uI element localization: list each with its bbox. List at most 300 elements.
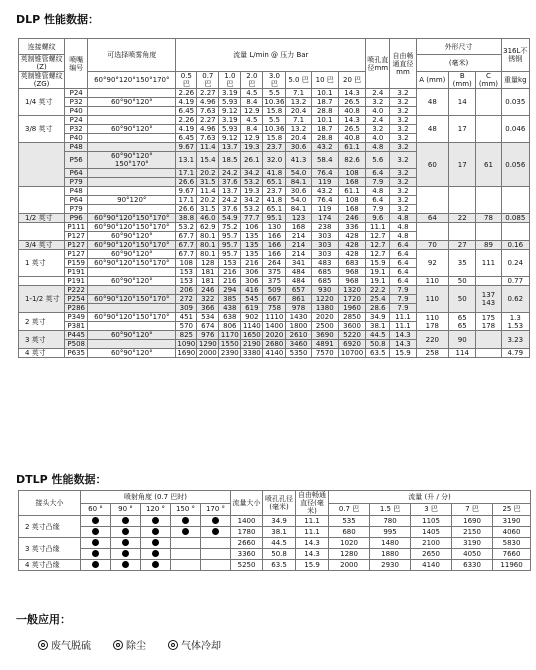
flow-cell: 166 (263, 232, 286, 241)
flow-cell: 30.6 (286, 143, 311, 152)
flow-cell: 82.6 (338, 152, 365, 169)
angle-cell (88, 340, 176, 349)
dim-b-cell: 90 (449, 331, 476, 349)
flow-cell: 24.2 (219, 169, 241, 178)
angle-cell: 60°90°120°150°170° (88, 241, 176, 250)
orifice-cell: 7.9 (366, 205, 390, 214)
angle-cell: 60°90°120° (88, 250, 176, 259)
flow-cell: 264 (263, 259, 286, 268)
header-dims-unit: (毫米) (416, 55, 501, 72)
dtlp-orifice: 50.8 (263, 549, 296, 560)
flow-cell: 3.19 (219, 89, 241, 98)
flow-cell: 67.7 (176, 250, 197, 259)
angle-availability-cell (141, 560, 171, 571)
weight-cell: 0.035 (501, 89, 529, 116)
free-passage-cell: 14.3 (390, 340, 416, 349)
flow-cell: 2.26 (176, 116, 197, 125)
flow-cell: 108 (176, 259, 197, 268)
angle-cell (88, 143, 176, 152)
nozzle-code: P222 (65, 286, 88, 295)
angle-cell: 60°90°120° 150°170° (88, 152, 176, 169)
dtlp-flow-cell: 5830 (493, 538, 531, 549)
flow-cell: 13.7 (219, 143, 241, 152)
flow-cell: 545 (241, 295, 263, 304)
dtlp-flow-cell: 535 (329, 516, 370, 527)
dtlp-header-angle: 喷射角度 (0.7 巴时) (81, 491, 231, 504)
dim-c-cell: 89 (476, 241, 501, 250)
availability-dot-icon (122, 539, 129, 546)
dim-b-cell: 17 (449, 143, 476, 187)
flow-cell: 1720 (338, 295, 365, 304)
flow-cell: 5220 (338, 331, 365, 340)
dim-c-cell (476, 277, 501, 286)
header-dims: 外形尺寸 (416, 39, 501, 55)
flow-cell: 135 (241, 250, 263, 259)
availability-dot-icon (92, 550, 99, 557)
flow-cell: 4.96 (197, 125, 219, 134)
header-dim-col: B (mm) (449, 72, 476, 89)
dtlp-flow-size: 1400 (231, 516, 263, 527)
header-angle-values: 60°90°120°150°170° (88, 72, 176, 89)
flow-cell: 216 (241, 259, 263, 268)
flow-cell: 246 (338, 214, 365, 223)
table-row (19, 214, 530, 223)
flow-cell: 77.7 (241, 214, 263, 223)
angle-availability-cell (141, 549, 171, 560)
flow-cell: 153 (176, 268, 197, 277)
flow-cell: 451 (176, 313, 197, 322)
table-row (19, 187, 530, 196)
angle-availability-cell (141, 538, 171, 549)
nozzle-code: P159 (65, 259, 88, 268)
header-pressure: 1.0 巴 (219, 72, 241, 89)
orifice-cell: 4.0 (366, 134, 390, 143)
header-connection-thread: 连接螺纹 (19, 39, 65, 55)
dtlp-flow-cell: 780 (370, 516, 411, 527)
flow-cell: 6.45 (176, 107, 197, 116)
dtlp-free-passage: 11.1 (296, 527, 329, 538)
flow-cell: 2020 (311, 313, 338, 322)
dtlp-flow-cell: 680 (329, 527, 370, 538)
header-angle: 可选择喷雾角度 (88, 39, 176, 72)
flow-cell: 375 (263, 268, 286, 277)
table-row (19, 331, 530, 340)
flow-cell: 5.93 (219, 98, 241, 107)
free-passage-cell: 4.8 (390, 232, 416, 241)
flow-cell: 509 (263, 286, 286, 295)
flow-cell: 28.8 (311, 134, 338, 143)
dtlp-orifice: 34.9 (263, 516, 296, 527)
flow-cell: 7.1 (286, 116, 311, 125)
nozzle-code: P508 (65, 340, 88, 349)
dtlp-flow-cell: 4140 (411, 560, 452, 571)
flow-cell: 168 (338, 178, 365, 187)
flow-cell: 26.6 (176, 205, 197, 214)
flow-cell: 534 (197, 313, 219, 322)
table-row (19, 349, 530, 358)
nozzle-code: P286 (65, 304, 88, 313)
flow-cell: 28.8 (311, 107, 338, 116)
free-passage-cell: 3.2 (390, 143, 416, 152)
table-row (19, 89, 530, 98)
flow-cell: 76.4 (311, 169, 338, 178)
flow-cell: 1140 (241, 322, 263, 331)
flow-cell: 54.0 (286, 196, 311, 205)
flow-cell: 12.9 (241, 134, 263, 143)
flow-cell: 968 (338, 268, 365, 277)
dtlp-header-angle-value: 90 ° (111, 503, 141, 516)
dtlp-flow-cell: 7660 (493, 549, 531, 560)
flow-cell: 4140 (263, 349, 286, 358)
angle-cell: 60°90°120°150°170° (88, 259, 176, 268)
header-pressure: 20 巴 (338, 72, 365, 89)
flow-cell: 484 (286, 268, 311, 277)
free-passage-cell: 6.4 (390, 250, 416, 259)
flow-cell: 32.0 (263, 152, 286, 169)
dtlp-header-pressure: 7 巴 (452, 503, 493, 516)
flow-cell: 26.5 (338, 125, 365, 134)
header-weight: 重量kg (501, 72, 529, 89)
size-cell: 1/2 英寸 (19, 214, 65, 223)
header-nozzle-code: 喷嘴编号 (65, 39, 88, 89)
flow-cell: 2020 (263, 331, 286, 340)
usage-item (168, 637, 221, 652)
nozzle-code: P127 (65, 250, 88, 259)
angle-cell (88, 89, 176, 98)
flow-cell: 95.7 (219, 250, 241, 259)
dtlp-flow-cell: 1405 (411, 527, 452, 538)
angle-availability-cell (111, 538, 141, 549)
usage-item (38, 637, 91, 652)
dtlp-flow-size: 5250 (231, 560, 263, 571)
flow-cell: 4.5 (241, 89, 263, 98)
angle-cell (88, 169, 176, 178)
angle-cell: 60°90°120° (88, 232, 176, 241)
flow-cell: 2680 (263, 340, 286, 349)
orifice-cell: 3.2 (366, 125, 390, 134)
flow-cell: 238 (311, 223, 338, 232)
flow-cell: 11.4 (197, 143, 219, 152)
flow-cell: 40.8 (338, 134, 365, 143)
table-row (19, 250, 530, 259)
dtlp-flow-cell: 1105 (411, 516, 452, 527)
orifice-cell: 6.4 (366, 169, 390, 178)
bullseye-icon (113, 640, 123, 650)
dtlp-flow-cell: 1020 (329, 538, 370, 549)
flow-cell: 685 (311, 277, 338, 286)
angle-availability-cell (111, 549, 141, 560)
nozzle-code: P635 (65, 349, 88, 358)
dim-b-cell (449, 223, 476, 241)
orifice-cell: 12.7 (366, 241, 390, 250)
table-row (19, 560, 531, 571)
free-passage-cell: 3.2 (390, 107, 416, 116)
dtlp-header-pressure: 25 巴 (493, 503, 531, 516)
free-passage-cell: 4.8 (390, 214, 416, 223)
flow-cell: 4.19 (176, 125, 197, 134)
weight-cell (501, 223, 529, 241)
size-cell: 3/8 英寸 (19, 116, 65, 143)
flow-cell: 3.19 (219, 116, 241, 125)
flow-cell: 216 (219, 277, 241, 286)
flow-cell: 13.1 (176, 152, 197, 169)
table-row (19, 223, 530, 232)
table-row (19, 538, 531, 549)
dtlp-header-flow: 流量 (升 / 分) (329, 491, 531, 504)
flow-cell: 619 (241, 304, 263, 313)
flow-cell: 37.6 (219, 205, 241, 214)
dtlp-free-passage: 15.9 (296, 560, 329, 571)
flow-cell: 2190 (241, 340, 263, 349)
size-cell (19, 223, 65, 241)
flow-cell: 12.9 (241, 107, 263, 116)
free-passage-cell: 3.2 (390, 125, 416, 134)
flow-cell: 930 (311, 286, 338, 295)
orifice-cell: 2.4 (366, 89, 390, 98)
dtlp-size-cell: 3 英寸凸缘 (19, 538, 81, 560)
dtlp-flow-cell: 1280 (329, 549, 370, 560)
angle-availability-cell (111, 527, 141, 538)
flow-cell: 3380 (241, 349, 263, 358)
dtlp-free-passage: 14.3 (296, 538, 329, 549)
flow-cell: 166 (263, 241, 286, 250)
free-passage-cell: 3.2 (390, 152, 416, 169)
dlp-table (18, 38, 530, 358)
header-thread-z: 英制锥管螺纹(Z) (19, 55, 65, 72)
angle-cell (88, 205, 176, 214)
nozzle-code: P48 (65, 187, 88, 196)
flow-cell: 5.93 (219, 125, 241, 134)
dim-a-cell: 60 (416, 143, 449, 187)
flow-cell: 385 (219, 295, 241, 304)
flow-cell: 657 (286, 286, 311, 295)
angle-cell: 60°90°120° (88, 98, 176, 107)
flow-cell: 1960 (338, 304, 365, 313)
orifice-cell: 11.1 (366, 223, 390, 232)
flow-cell: 806 (219, 322, 241, 331)
flow-cell: 1320 (338, 286, 365, 295)
angle-cell (88, 107, 176, 116)
availability-dot-icon (122, 528, 129, 535)
weight-cell: 1.3 1.53 (501, 313, 529, 331)
flow-cell: 26.6 (176, 178, 197, 187)
angle-availability-cell (171, 538, 201, 549)
angle-cell: 60°90°120° (88, 277, 176, 286)
table-row (19, 549, 531, 560)
orifice-cell: 25.4 (366, 295, 390, 304)
angle-availability-cell (171, 549, 201, 560)
flow-cell: 181 (197, 277, 219, 286)
header-material: 316L不锈钢 (501, 39, 529, 72)
flow-cell: 14.3 (338, 89, 365, 98)
flow-cell: 31.5 (197, 205, 219, 214)
orifice-cell: 50.8 (366, 340, 390, 349)
flow-cell: 153 (176, 277, 197, 286)
flow-cell: 31.5 (197, 178, 219, 187)
flow-cell: 40.8 (338, 107, 365, 116)
flow-cell: 20.2 (197, 169, 219, 178)
nozzle-code: P64 (65, 169, 88, 178)
flow-cell: 84.1 (286, 178, 311, 187)
flow-cell: 15.8 (263, 134, 286, 143)
flow-cell: 166 (263, 250, 286, 259)
flow-cell: 5.5 (263, 116, 286, 125)
size-cell (19, 187, 65, 214)
flow-cell: 119 (311, 205, 338, 214)
free-passage-cell: 3.2 (390, 134, 416, 143)
flow-cell: 2.26 (176, 89, 197, 98)
flow-cell: 3690 (311, 331, 338, 340)
flow-cell: 2000 (197, 349, 219, 358)
flow-cell: 65.1 (263, 205, 286, 214)
flow-cell: 7570 (311, 349, 338, 358)
flow-cell: 26.5 (338, 98, 365, 107)
size-cell: 4 英寸 (19, 349, 65, 358)
orifice-cell: 28.6 (366, 304, 390, 313)
flow-cell: 65.1 (263, 178, 286, 187)
usage-title: 一般应用： (16, 613, 71, 626)
flow-cell: 30.6 (286, 187, 311, 196)
dim-b-cell: 22 (449, 214, 476, 223)
flow-cell: 1800 (286, 322, 311, 331)
flow-cell: 1170 (219, 331, 241, 340)
flow-cell: 428 (338, 241, 365, 250)
flow-cell: 214 (286, 250, 311, 259)
header-orifice: 喷孔直径mm (366, 39, 390, 89)
flow-cell: 6.45 (176, 134, 197, 143)
angle-availability-cell (111, 516, 141, 527)
flow-cell: 20.4 (286, 107, 311, 116)
flow-cell: 54.9 (219, 214, 241, 223)
free-passage-cell: 3.2 (390, 187, 416, 196)
free-passage-cell: 6.4 (390, 268, 416, 277)
size-cell: 1/4 英寸 (19, 89, 65, 116)
flow-cell: 135 (241, 232, 263, 241)
size-cell: 3/4 英寸 (19, 241, 65, 250)
flow-cell: 1650 (241, 331, 263, 340)
dim-b-cell: 14 (449, 89, 476, 116)
orifice-cell: 9.6 (366, 214, 390, 223)
flow-cell: 3460 (286, 340, 311, 349)
flow-cell: 484 (286, 277, 311, 286)
availability-dot-icon (122, 517, 129, 524)
flow-cell: 128 (197, 259, 219, 268)
flow-cell: 4891 (311, 340, 338, 349)
flow-cell: 75.2 (219, 223, 241, 232)
nozzle-code: P349 (65, 313, 88, 322)
angle-availability-cell (171, 560, 201, 571)
weight-cell: 0.16 (501, 241, 529, 250)
dim-c-cell (476, 89, 501, 116)
nozzle-code: P48 (65, 143, 88, 152)
dtlp-size-cell: 4 英寸凸缘 (19, 560, 81, 571)
orifice-cell: 4.8 (366, 187, 390, 196)
flow-cell: 80.1 (197, 232, 219, 241)
availability-dot-icon (122, 550, 129, 557)
angle-cell: 90°120° (88, 196, 176, 205)
nozzle-code: P445 (65, 331, 88, 340)
flow-cell: 17.1 (176, 169, 197, 178)
flow-cell: 7.63 (197, 107, 219, 116)
flow-cell: 5.5 (263, 89, 286, 98)
nozzle-code: P127 (65, 232, 88, 241)
flow-cell: 76.4 (311, 196, 338, 205)
size-cell: 1 英寸 (19, 250, 65, 277)
flow-cell: 303 (311, 232, 338, 241)
dim-a-cell: 220 (416, 331, 449, 349)
weight-cell (501, 187, 529, 214)
flow-cell: 8.4 (241, 98, 263, 107)
angle-availability-cell (171, 527, 201, 538)
flow-cell: 10.1 (311, 89, 338, 98)
availability-dot-icon (152, 539, 159, 546)
dtlp-flow-cell: 4050 (452, 549, 493, 560)
weight-cell: 0.77 (501, 277, 529, 286)
flow-cell: 168 (338, 205, 365, 214)
angle-availability-cell (201, 516, 231, 527)
free-passage-cell: 3.2 (390, 98, 416, 107)
flow-cell: 41.3 (286, 152, 311, 169)
flow-cell: 67.7 (176, 241, 197, 250)
flow-cell: 10.36 (264, 125, 285, 133)
flow-cell: 18.5 (219, 152, 241, 169)
dtlp-flow-cell: 6330 (452, 560, 493, 571)
availability-dot-icon (212, 517, 219, 524)
flow-cell: 758 (263, 304, 286, 313)
dtlp-size-cell: 2 英寸凸缘 (19, 516, 81, 538)
flow-cell: 1380 (311, 304, 338, 313)
flow-cell: 341 (286, 259, 311, 268)
table-row (19, 143, 530, 152)
flow-cell: 1110 (263, 313, 286, 322)
flow-cell: 53.2 (176, 223, 197, 232)
header-pressure: 3.0 巴 (263, 72, 286, 89)
dim-b-cell: 27 (449, 241, 476, 250)
flow-cell: 1090 (177, 340, 196, 348)
free-passage-cell: 15.9 (390, 349, 416, 358)
dtlp-flow-size: 1780 (231, 527, 263, 538)
dtlp-title: DTLP 性能数据： (16, 473, 107, 486)
free-passage-cell: 7.9 (390, 295, 416, 304)
orifice-cell: 4.0 (366, 107, 390, 116)
flow-cell: 106 (241, 223, 263, 232)
flow-cell: 1400 (263, 322, 286, 331)
flow-cell: 976 (197, 331, 219, 340)
bullseye-icon (168, 640, 178, 650)
angle-cell: 60°90°120°150°170° (88, 295, 176, 304)
availability-dot-icon (182, 528, 189, 535)
flow-cell: 23.7 (263, 187, 286, 196)
flow-cell: 9.67 (176, 187, 197, 196)
dtlp-flow-cell: 2930 (370, 560, 411, 571)
flow-cell: 309 (176, 304, 197, 313)
availability-dot-icon (152, 550, 159, 557)
table-row (19, 241, 530, 250)
nozzle-code: P191 (65, 268, 88, 277)
angle-cell (88, 116, 176, 125)
orifice-cell: 38.1 (366, 322, 390, 331)
dtlp-flow-cell: 1880 (370, 549, 411, 560)
angle-cell (88, 286, 176, 295)
flow-cell: 4.96 (197, 98, 219, 107)
flow-cell: 667 (263, 295, 286, 304)
dim-c-cell (476, 223, 501, 241)
dtlp-header-angle-value: 120 ° (141, 503, 171, 516)
usage-item-label: 废气脱硫 (51, 641, 91, 652)
flow-cell: 902 (241, 313, 263, 322)
dtlp-orifice: 38.1 (263, 527, 296, 538)
angle-availability-cell (141, 516, 171, 527)
